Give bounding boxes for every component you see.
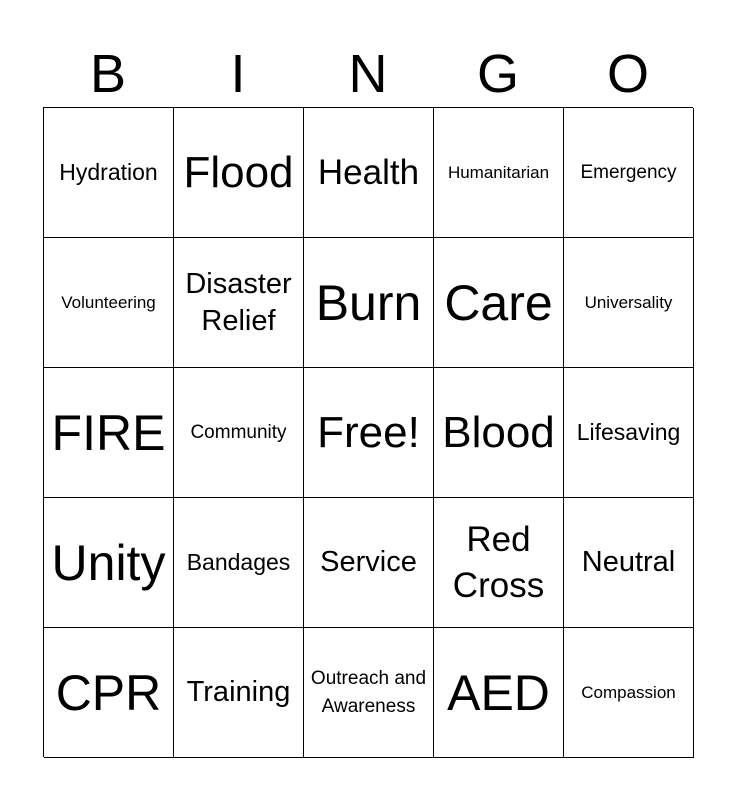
cell-label: Burn xyxy=(315,274,422,331)
cell-label: Hydration xyxy=(59,158,158,185)
header-letter-g: G xyxy=(476,44,519,104)
cell-label: Unity xyxy=(51,534,166,591)
bingo-cell-r4-c3[interactable] xyxy=(304,498,434,628)
bingo-cell-r5-c1[interactable] xyxy=(44,628,174,758)
bingo-cell-r5-c2[interactable] xyxy=(174,628,304,758)
bingo-cell-r1-c4[interactable] xyxy=(434,108,564,238)
bingo-cell-r1-c3[interactable] xyxy=(304,108,434,238)
cell-label: Training xyxy=(186,676,291,709)
bingo-cell-r5-c3[interactable] xyxy=(304,628,434,758)
cell-label: Red Cross xyxy=(452,520,545,605)
cell-label: Neutral xyxy=(581,546,676,579)
bingo-cell-r1-c5[interactable] xyxy=(564,108,694,238)
cell-label: Blood xyxy=(442,407,555,457)
bingo-cell-r2-c3[interactable] xyxy=(304,238,434,368)
cell-label: Lifesaving xyxy=(576,418,681,445)
bingo-cell-r2-c4[interactable] xyxy=(434,238,564,368)
cell-label: Service xyxy=(320,546,417,579)
bingo-cell-r5-c5[interactable] xyxy=(564,628,694,758)
header-letter-b: B xyxy=(89,44,127,104)
cell-label: AED xyxy=(447,664,550,721)
header-letter-o: O xyxy=(606,44,649,104)
bingo-header xyxy=(43,40,693,108)
free-space-label: Free! xyxy=(317,407,420,457)
cell-label: Community xyxy=(190,421,287,443)
bingo-cell-r5-c4[interactable] xyxy=(434,628,564,758)
bingo-cell-r3-c4[interactable] xyxy=(434,368,564,498)
header-letter-i: I xyxy=(230,44,246,104)
bingo-cell-r4-c1[interactable] xyxy=(44,498,174,628)
cell-label: Health xyxy=(317,152,420,192)
bingo-cell-r4-c4[interactable] xyxy=(434,498,564,628)
cell-label: Compassion xyxy=(581,682,676,702)
cell-label: Emergency xyxy=(580,161,677,183)
cell-label: Universality xyxy=(584,292,673,312)
cell-label: Disaster Relief xyxy=(185,268,292,337)
bingo-cell-r1-c1[interactable] xyxy=(44,108,174,238)
bingo-cell-r3-c2[interactable] xyxy=(174,368,304,498)
cell-label: CPR xyxy=(55,664,162,721)
bingo-cell-r3-c3 free-space[interactable] xyxy=(304,368,434,498)
header-letter-n: N xyxy=(348,44,388,104)
cell-label: Flood xyxy=(183,147,294,197)
bingo-cell-r3-c5[interactable] xyxy=(564,368,694,498)
bingo-cell-r4-c5[interactable] xyxy=(564,498,694,628)
bingo-cell-r2-c5[interactable] xyxy=(564,238,694,368)
bingo-cell-r2-c2[interactable] xyxy=(174,238,304,368)
cell-label: Humanitarian xyxy=(447,162,550,182)
cell-label: Bandages xyxy=(186,548,291,575)
bingo-cell-r3-c1[interactable] xyxy=(44,368,174,498)
bingo-board xyxy=(43,107,693,757)
cell-label: Outreach and Awareness xyxy=(310,667,427,717)
bingo-cell-r2-c1[interactable] xyxy=(44,238,174,368)
cell-label: Care xyxy=(444,274,553,331)
bingo-cell-r1-c2[interactable] xyxy=(174,108,304,238)
cell-label: Volunteering xyxy=(61,292,156,312)
bingo-cell-r4-c2[interactable] xyxy=(174,498,304,628)
cell-label: FIRE xyxy=(51,404,166,461)
